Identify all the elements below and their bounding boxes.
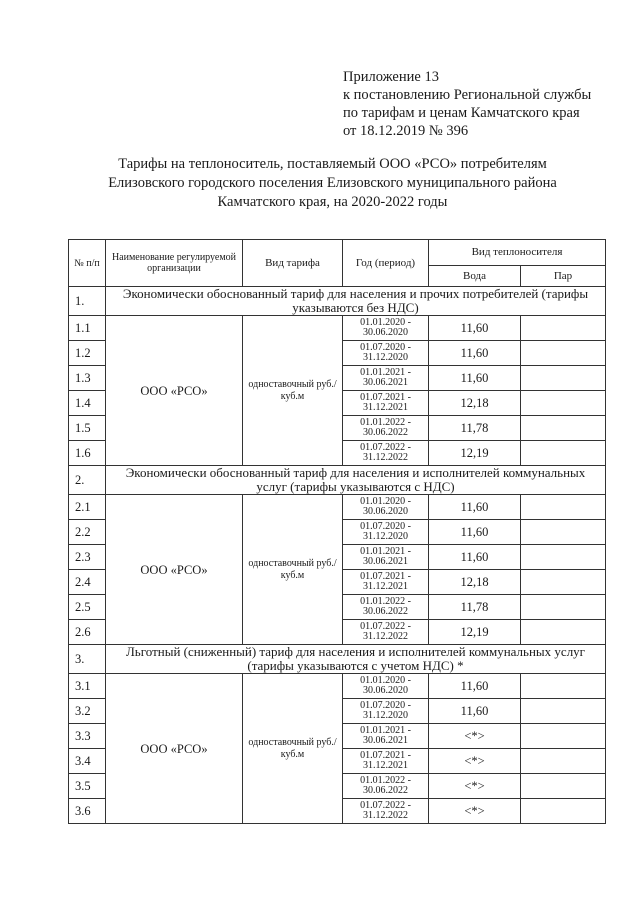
period-cell: 01.07.2020 - 31.12.2020	[343, 520, 429, 545]
water-value: 11,60	[429, 366, 521, 391]
steam-value	[521, 366, 606, 391]
tariff-kind-cell: одноставочный руб./куб.м	[243, 316, 343, 466]
water-value: 12,18	[429, 391, 521, 416]
water-value: 12,19	[429, 441, 521, 466]
row-number: 3.5	[69, 774, 106, 799]
steam-value	[521, 749, 606, 774]
appendix-line: к постановлению Региональной службы	[343, 87, 592, 103]
period-cell: 01.07.2020 - 31.12.2020	[343, 699, 429, 724]
period-cell: 01.07.2022 - 31.12.2022	[343, 441, 429, 466]
table-row	[69, 495, 606, 520]
table-row	[69, 674, 606, 699]
row-number: 1.2	[69, 341, 106, 366]
water-value: 11,60	[429, 699, 521, 724]
row-number: 3.4	[69, 749, 106, 774]
period-cell: 01.07.2021 - 31.12.2021	[343, 749, 429, 774]
title-line: Камчатского края, на 2020-2022 годы	[217, 194, 448, 210]
row-number: 2.1	[69, 495, 106, 520]
row-number: 2.2	[69, 520, 106, 545]
period-cell: 01.07.2022 - 31.12.2022	[343, 799, 429, 824]
water-value: 11,60	[429, 545, 521, 570]
table-row	[69, 316, 606, 341]
appendix-block	[343, 68, 623, 140]
section-row	[69, 287, 606, 316]
row-number: 2.3	[69, 545, 106, 570]
water-value: 11,60	[429, 674, 521, 699]
water-value: 12,18	[429, 570, 521, 595]
document-title	[60, 155, 605, 212]
water-value: <*>	[429, 724, 521, 749]
appendix-line: от 18.12.2019 № 396	[343, 123, 469, 139]
header-water: Вода	[429, 266, 521, 287]
row-number: 2.5	[69, 595, 106, 620]
row-number: 1.4	[69, 391, 106, 416]
row-number: 1.1	[69, 316, 106, 341]
organization-cell: ООО «РСО»	[106, 495, 243, 645]
section-title: Экономически обоснованный тариф для населения и исполнителей коммунальных услуг (тарифы указываются с НДС)	[106, 466, 606, 495]
period-cell: 01.07.2022 - 31.12.2022	[343, 620, 429, 645]
steam-value	[521, 416, 606, 441]
section-number: 2.	[69, 466, 106, 495]
tariff-table	[68, 239, 606, 824]
section-number: 3.	[69, 645, 106, 674]
appendix-line: по тарифам и ценам Камчатского края	[343, 105, 580, 121]
period-cell: 01.01.2021 - 30.06.2021	[343, 724, 429, 749]
header-carrier: Вид теплоносителя	[429, 240, 606, 266]
steam-value	[521, 774, 606, 799]
appendix-line: Приложение 13	[343, 69, 439, 85]
steam-value	[521, 595, 606, 620]
steam-value	[521, 495, 606, 520]
period-cell: 01.01.2020 - 30.06.2020	[343, 316, 429, 341]
organization-cell: ООО «РСО»	[106, 674, 243, 824]
steam-value	[521, 620, 606, 645]
steam-value	[521, 441, 606, 466]
steam-value	[521, 799, 606, 824]
header-kind: Вид тарифа	[243, 240, 343, 287]
period-cell: 01.01.2020 - 30.06.2020	[343, 674, 429, 699]
header-period: Год (период)	[343, 240, 429, 287]
row-number: 3.1	[69, 674, 106, 699]
period-cell: 01.07.2020 - 31.12.2020	[343, 341, 429, 366]
period-cell: 01.01.2022 - 30.06.2022	[343, 774, 429, 799]
steam-value	[521, 699, 606, 724]
row-number: 1.6	[69, 441, 106, 466]
section-number: 1.	[69, 287, 106, 316]
steam-value	[521, 341, 606, 366]
water-value: <*>	[429, 749, 521, 774]
tariff-kind-cell: одноставочный руб./куб.м	[243, 674, 343, 824]
row-number: 3.6	[69, 799, 106, 824]
steam-value	[521, 520, 606, 545]
title-line: Тарифы на теплоноситель, поставляемый ООО «РСО» потребителям	[118, 156, 547, 172]
tariff-kind-cell: одноставочный руб./куб.м	[243, 495, 343, 645]
period-cell: 01.07.2021 - 31.12.2021	[343, 570, 429, 595]
period-cell: 01.01.2020 - 30.06.2020	[343, 495, 429, 520]
steam-value	[521, 674, 606, 699]
header-org: Наименование регулируемой организации	[106, 240, 243, 287]
row-number: 1.3	[69, 366, 106, 391]
period-cell: 01.07.2021 - 31.12.2021	[343, 391, 429, 416]
row-number: 3.3	[69, 724, 106, 749]
header-steam: Пар	[521, 266, 606, 287]
water-value: 11,60	[429, 316, 521, 341]
water-value: 11,78	[429, 595, 521, 620]
section-row	[69, 466, 606, 495]
section-title: Экономически обоснованный тариф для населения и прочих потребителей (тарифы указываются без НДС)	[106, 287, 606, 316]
section-row	[69, 645, 606, 674]
steam-value	[521, 391, 606, 416]
period-cell: 01.01.2022 - 30.06.2022	[343, 595, 429, 620]
title-line: Елизовского городского поселения Елизовского муниципального района	[108, 175, 557, 191]
water-value: <*>	[429, 774, 521, 799]
water-value: 11,78	[429, 416, 521, 441]
water-value: 11,60	[429, 520, 521, 545]
period-cell: 01.01.2021 - 30.06.2021	[343, 366, 429, 391]
row-number: 1.5	[69, 416, 106, 441]
period-cell: 01.01.2021 - 30.06.2021	[343, 545, 429, 570]
header-num: № п/п	[69, 240, 106, 287]
row-number: 3.2	[69, 699, 106, 724]
water-value: 11,60	[429, 495, 521, 520]
row-number: 2.4	[69, 570, 106, 595]
organization-cell: ООО «РСО»	[106, 316, 243, 466]
section-title: Льготный (сниженный) тариф для населения и исполнителей коммунальных услуг (тарифы указываются с учетом НДС) *	[106, 645, 606, 674]
water-value: 12,19	[429, 620, 521, 645]
steam-value	[521, 724, 606, 749]
steam-value	[521, 545, 606, 570]
period-cell: 01.01.2022 - 30.06.2022	[343, 416, 429, 441]
water-value: <*>	[429, 799, 521, 824]
steam-value	[521, 570, 606, 595]
steam-value	[521, 316, 606, 341]
water-value: 11,60	[429, 341, 521, 366]
row-number: 2.6	[69, 620, 106, 645]
